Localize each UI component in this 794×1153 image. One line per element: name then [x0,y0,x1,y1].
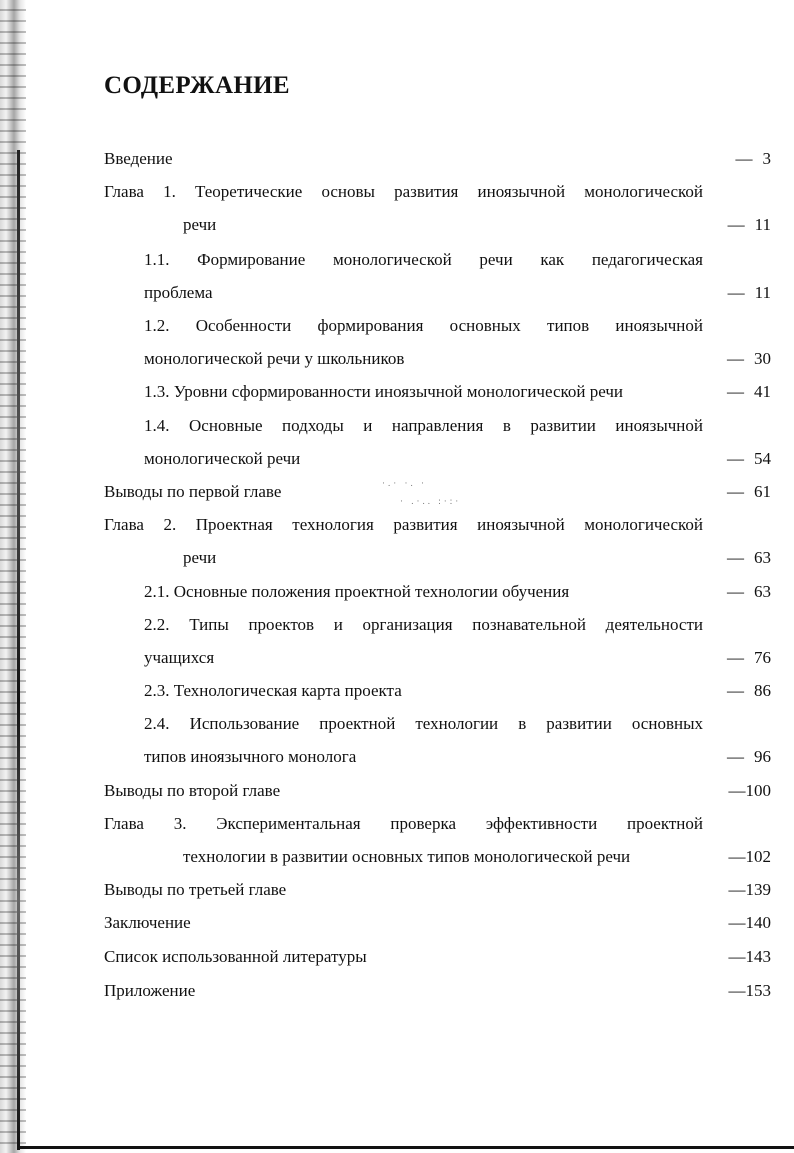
toc-entry-page: —100 [728,781,771,800]
toc-entry-title: Глава 3. Экспериментальная проверка эффективности проектной [104,814,703,833]
toc-entry-title: 1.1. Формирование монологической речи как педагогическая [144,250,703,269]
toc-entry-title: 2.2. Типы проектов и организация познавательной деятельности [144,615,703,634]
scan-noise: · .·.. :·:· [400,496,462,506]
toc-entry-title: 2.4. Использование проектной технологии в развитии основных [144,714,703,733]
toc-entry-title-cont: типов иноязычного монолога [144,747,357,766]
toc-entry-chapter-2[interactable] [104,514,703,536]
toc-entry-page: — 86 [727,681,771,700]
toc-entry-chapter-1[interactable] [104,181,703,203]
toc-entry-page: —139 [728,880,771,899]
toc-entry-page: — 63 [727,548,771,567]
scan-noise: ·.· ·. · [382,478,427,488]
toc-entry-title: Выводы по первой главе [104,482,282,501]
toc-entry-page: — 63 [727,582,771,601]
toc-entry-title: Приложение [104,981,196,1000]
toc-entry-section-1-1[interactable] [144,249,703,271]
toc-entry-title: Выводы по третьей главе [104,880,287,899]
toc-entry-title: Список использованной литературы [104,947,367,966]
toc-entry-page: — 11 [727,283,771,302]
toc-entry-title-cont: технологии в развитии основных типов монологической речи [183,847,631,866]
toc-entry-title: 2.1. Основные положения проектной технологии обучения [144,582,570,601]
toc-entry-section-2-4[interactable] [144,713,703,735]
toc-entry-title: 2.3. Технологическая карта проекта [144,681,402,700]
toc-entry-chapter-3[interactable] [104,813,703,835]
toc-entry-page: —153 [728,981,771,1000]
toc-entry-page: —140 [728,913,771,932]
toc-entry-section-2-2[interactable] [144,614,703,636]
toc-entry-page: — 61 [727,482,771,501]
toc-entry-section-1-4[interactable] [144,415,703,437]
toc-entry-page: —143 [728,947,771,966]
toc-entry-title-cont: монологической речи [144,449,301,468]
toc-entry-title-cont: речи [183,548,217,567]
toc-entry-page: — 3 [735,149,771,168]
toc-entry-page: — 30 [727,349,771,368]
toc-entry-title: 1.4. Основные подходы и направления в развитии иноязычной [144,416,703,435]
toc-entry-page: — 41 [727,382,771,401]
toc-entry-page: —102 [728,847,771,866]
toc-entry-title: Глава 1. Теоретические основы развития иноязычной монологической [104,182,703,201]
toc-entry-page: — 76 [727,648,771,667]
toc-entry-title: Заключение [104,913,191,932]
toc-entry-title: 1.3. Уровни сформированности иноязычной монологической речи [144,382,624,401]
toc-entry-page: — 96 [727,747,771,766]
toc-entry-title: Глава 2. Проектная технология развития иноязычной монологической [104,515,703,534]
toc-entry-title-cont: учащихся [144,648,215,667]
toc-entry-title: Выводы по второй главе [104,781,281,800]
toc-entry-title-cont: монологической речи у школьников [144,349,405,368]
toc-entry-page: — 54 [727,449,771,468]
toc-entry-title: 1.2. Особенности формирования основных типов иноязычной [144,316,703,335]
toc-entry-section-1-2[interactable] [144,315,703,337]
toc-entry-title-cont: речи [183,215,217,234]
page-title: СОДЕРЖАНИЕ [104,72,290,99]
toc-entry-page: — 11 [727,215,771,234]
toc-entry-title: Введение [104,149,173,168]
toc-entry-title-cont: проблема [144,283,213,302]
